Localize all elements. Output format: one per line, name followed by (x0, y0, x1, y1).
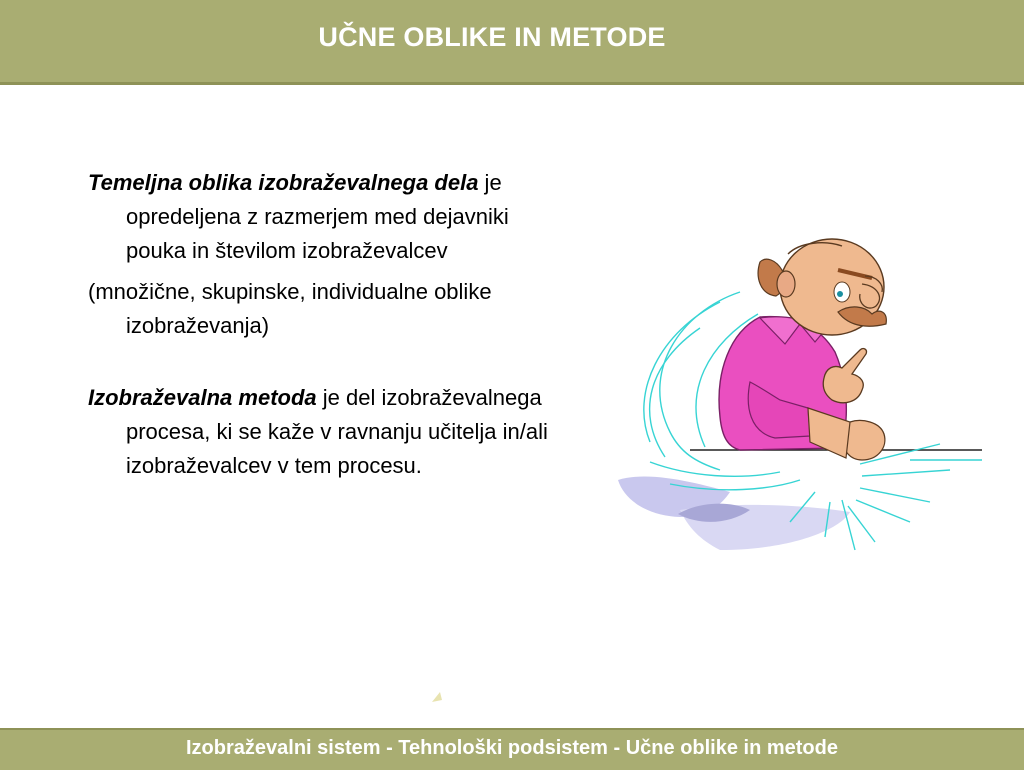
paragraph-form-types: (množične, skupinske, individualne oblike izobraževanja) (88, 279, 492, 338)
paragraph-method (88, 381, 563, 483)
term-method: Izobraževalna metoda (88, 385, 317, 410)
small-mark-icon (430, 690, 446, 704)
footer-text: Izobraževalni sistem - Tehnološki podsistem - Učne oblike in metode (186, 737, 838, 759)
definition-method: je del izobraževalnega procesa, ki se kaže v ravnanju učitelja in/ali izobraževalcev v tem procesu. (126, 385, 548, 478)
pupil (837, 291, 843, 297)
ear (777, 271, 795, 297)
thinking-man-clipart-icon (610, 232, 995, 554)
definition-basic-form: je opredeljena z razmerjem med dejavniki pouka in številom izobraževalcev (126, 170, 509, 263)
slide-title: UČNE OBLIKE IN METODE (318, 22, 666, 52)
slide-content (88, 166, 563, 483)
paragraph-learning-forms (88, 166, 563, 268)
term-basic-form: Temeljna oblika izobraževalnega dela (88, 170, 479, 195)
